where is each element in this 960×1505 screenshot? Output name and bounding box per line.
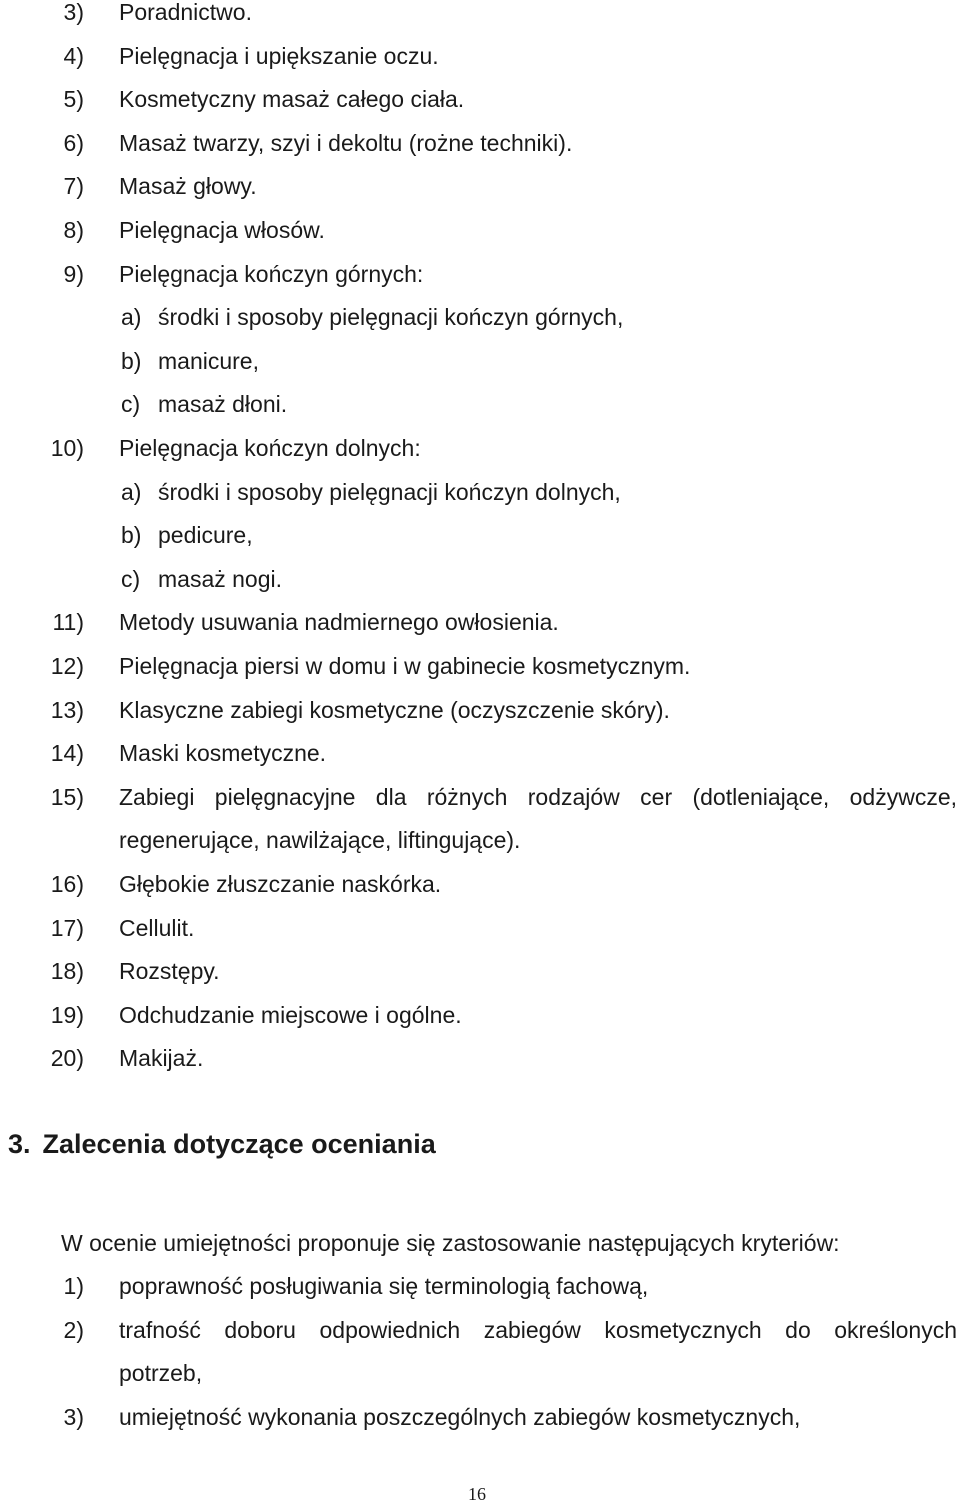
- list-item-text: Zabiegi pielęgnacyjne dla różnych rodzajów cer (dotleniające, odżywcze,: [119, 783, 957, 810]
- list-item: [0, 259, 960, 289]
- list-item-number: 14): [50, 740, 84, 767]
- list-item: [0, 0, 960, 27]
- list-item: [0, 782, 960, 812]
- list-item: [0, 1358, 960, 1388]
- list-item-number: c): [121, 391, 141, 418]
- list-item: [0, 695, 960, 725]
- list-item-text: poprawność posługiwania się terminologią fachową,: [119, 1273, 649, 1299]
- list-item: [0, 128, 960, 158]
- list-item-number: 17): [50, 914, 84, 941]
- list-item-text: Cellulit.: [119, 914, 195, 941]
- list-item-number: 13): [50, 696, 84, 723]
- list-item-text: Klasyczne zabiegi kosmetyczne (oczyszczenie skóry).: [119, 696, 670, 723]
- list-item-number: 20): [50, 1045, 84, 1072]
- list-item-number: 12): [50, 653, 84, 679]
- list-item: [0, 84, 960, 114]
- list-item-text: masaż dłoni.: [158, 391, 288, 418]
- list-item-number: 9): [63, 260, 84, 287]
- list-item-text: pedicure,: [158, 522, 253, 549]
- list-item: [0, 869, 960, 899]
- sub-list-item: [0, 346, 960, 376]
- list-item-text: Rozstępy.: [119, 958, 220, 985]
- list-item-text: Poradnictwo.: [119, 0, 252, 25]
- criteria-intro: W ocenie umiejętności proponuje się zastosowanie następujących kryteriów:: [61, 1230, 840, 1256]
- list-item-text: Masaż głowy.: [119, 173, 257, 200]
- list-item: [0, 41, 960, 71]
- list-item: [0, 215, 960, 245]
- list-item-text: Pielęgnacja i upiększanie oczu.: [119, 42, 439, 69]
- list-item-number: 5): [63, 86, 84, 113]
- list-item: [0, 651, 960, 681]
- section-number: 3.: [8, 1129, 31, 1159]
- list-item: [0, 171, 960, 201]
- list-item-text: Makijaż.: [119, 1045, 204, 1072]
- list-item-number: b): [121, 522, 142, 549]
- list-item-text: umiejętność wykonania poszczególnych zabiegów kosmetycznych,: [119, 1403, 801, 1430]
- list-item-number: 11): [52, 609, 84, 636]
- list-item-number: 16): [50, 871, 84, 897]
- list-item-text: manicure,: [158, 347, 259, 374]
- list-item-text: Odchudzanie miejscowe i ogólne.: [119, 1001, 462, 1028]
- list-item-text: Pielęgnacja włosów.: [119, 217, 325, 243]
- sub-list-item: [0, 477, 960, 507]
- list-item: [0, 1402, 960, 1432]
- list-item: [0, 825, 960, 855]
- list-item: [0, 1043, 960, 1073]
- list-item-number: a): [121, 478, 142, 505]
- list-item-text: regenerujące, nawilżające, liftingujące).: [119, 827, 521, 854]
- list-item: [0, 433, 960, 463]
- list-item-text: Metody usuwania nadmiernego owłosienia.: [119, 609, 559, 636]
- list-item: [0, 607, 960, 637]
- list-item-text: Pielęgnacja piersi w domu i w gabinecie kosmetycznym.: [119, 653, 691, 679]
- list-item-text: Pielęgnacja kończyn górnych:: [119, 260, 424, 287]
- list-item-text: Masaż twarzy, szyi i dekoltu (rożne techniki).: [119, 129, 573, 156]
- list-item-number: 3): [63, 1403, 84, 1430]
- list-item-text: środki i sposoby pielęgnacji kończyn dolnych,: [158, 478, 621, 505]
- section-heading: [8, 1126, 436, 1162]
- list-item-text: Pielęgnacja kończyn dolnych:: [119, 435, 421, 461]
- sub-list-item: [0, 302, 960, 332]
- list-item-number: a): [121, 304, 142, 331]
- list-item-text: środki i sposoby pielęgnacji kończyn górnych,: [158, 304, 624, 331]
- list-item-number: 19): [50, 1001, 84, 1028]
- list-item: [0, 913, 960, 943]
- list-item-text: potrzeb,: [119, 1360, 203, 1386]
- list-item-number: 4): [63, 42, 84, 69]
- sub-list-item: [0, 520, 960, 550]
- list-item-number: 1): [63, 1273, 84, 1299]
- list-item-number: 2): [63, 1316, 84, 1343]
- list-item-text: trafność doboru odpowiednich zabiegów kosmetycznych do określonych: [119, 1316, 957, 1343]
- list-item: [0, 1000, 960, 1030]
- list-item: [0, 1315, 960, 1345]
- list-item-text: Maski kosmetyczne.: [119, 740, 327, 767]
- list-item-number: 10): [50, 435, 84, 461]
- list-item-number: c): [121, 565, 141, 592]
- list-item-number: 8): [63, 217, 84, 243]
- sub-list-item: [0, 564, 960, 594]
- list-item: [0, 1271, 960, 1301]
- list-item: [0, 956, 960, 986]
- list-item-number: b): [121, 347, 142, 374]
- list-item: [0, 738, 960, 768]
- list-item-text: Kosmetyczny masaż całego ciała.: [119, 86, 465, 113]
- list-item-text: Głębokie złuszczanie naskórka.: [119, 871, 442, 897]
- list-item-number: 6): [63, 129, 84, 156]
- list-item-number: 18): [50, 958, 84, 985]
- page-number: 16: [468, 1484, 486, 1504]
- section-title: Zalecenia dotyczące oceniania: [42, 1129, 436, 1159]
- sub-list-item: [0, 389, 960, 419]
- list-item-number: 7): [63, 173, 84, 200]
- list-item-number: 15): [50, 783, 84, 810]
- list-item-text: masaż nogi.: [158, 565, 283, 592]
- list-item-number: 3): [63, 0, 84, 25]
